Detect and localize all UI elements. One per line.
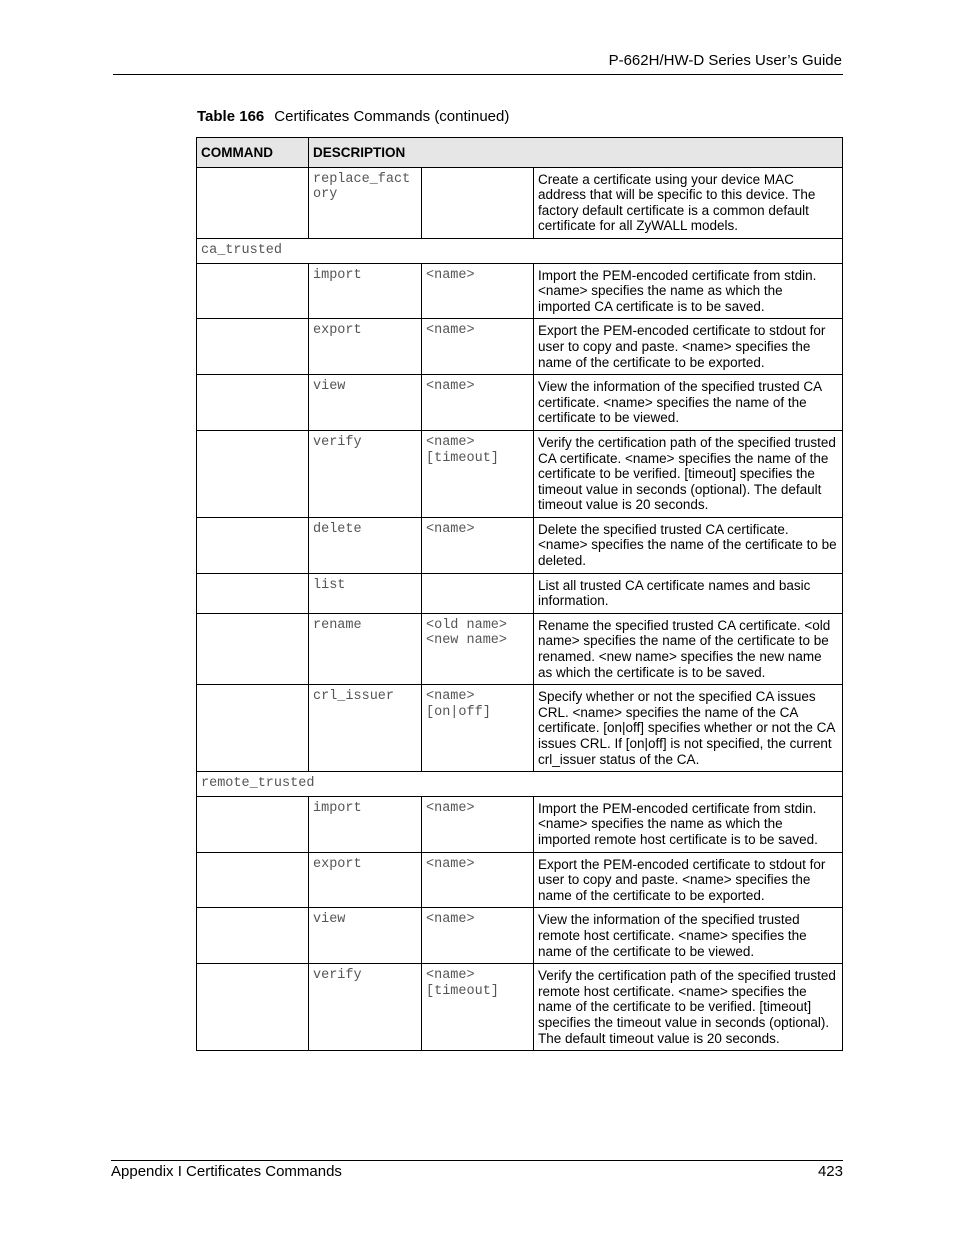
group-command: ca_trusted [197,238,843,263]
description-cell: List all trusted CA certificate names and basic information. [534,573,843,613]
description-column-header: DESCRIPTION [309,138,843,168]
description-cell: View the information of the specified trusted CA certificate. <name> specifies the name of the certificate to be viewed. [534,375,843,431]
command-cell [197,573,309,613]
description-cell: Create a certificate using your device MAC address that will be specific to this device. The factory default certificate is a common default certificate for all ZyWALL models. [534,167,843,238]
footer-section: Appendix I Certificates Commands [111,1163,342,1180]
description-cell: Verify the certification path of the specified trusted CA certificate. <name> specifies the name of the certificate to be verified. [timeout] specifies the timeout value in seconds (optional). The default timeout value is 20 seconds. [534,430,843,517]
table-row [197,796,843,852]
arguments-cell [422,573,534,613]
subcommand-cell: verify [309,964,422,1051]
subcommand-cell: verify [309,430,422,517]
description-cell: View the information of the specified trusted remote host certificate. <name> specifies the name of the certificate to be viewed. [534,908,843,964]
command-cell [197,964,309,1051]
description-cell: Export the PEM-encoded certificate to stdout for user to copy and paste. <name> specifies the name of the certificate to be exported. [534,852,843,908]
arguments-cell: <name> [timeout] [422,964,534,1051]
group-command: remote_trusted [197,772,843,797]
subcommand-cell: rename [309,613,422,684]
table-row [197,964,843,1051]
page-header [113,50,843,75]
subcommand-cell: import [309,796,422,852]
description-cell: Import the PEM-encoded certificate from stdin. <name> specifies the name as which the imported CA certificate is to be saved. [534,263,843,319]
subcommand-cell: export [309,852,422,908]
command-cell [197,796,309,852]
arguments-cell: <name> [422,263,534,319]
arguments-cell [422,167,534,238]
table-row [197,685,843,772]
subcommand-cell: crl_issuer [309,685,422,772]
description-cell: Import the PEM-encoded certificate from stdin. <name> specifies the name as which the imported remote host certificate is to be saved. [534,796,843,852]
page-number: 423 [817,1163,843,1180]
table-row [197,908,843,964]
table-group-row [197,238,843,263]
subcommand-cell: list [309,573,422,613]
table-row [197,319,843,375]
arguments-cell: <name> [422,517,534,573]
command-cell [197,685,309,772]
commands-table [196,137,843,1051]
command-cell [197,517,309,573]
command-cell [197,263,309,319]
table-number: Table 166 [197,108,265,125]
subcommand-cell: view [309,908,422,964]
description-cell: Delete the specified trusted CA certificate. <name> specifies the name of the certificate to be deleted. [534,517,843,573]
arguments-cell: <name> [422,375,534,431]
subcommand-cell: replace_fact ory [309,167,422,238]
description-cell: Rename the specified trusted CA certificate. <old name> specifies the name of the certificate to be renamed. <new name> specifies the new name as which the certificate is to be saved. [534,613,843,684]
guide-title: P-662H/HW-D Series User’s Guide [608,52,842,69]
subcommand-cell: view [309,375,422,431]
arguments-cell: <old name> <new name> [422,613,534,684]
command-cell [197,908,309,964]
arguments-cell: <name> [on|off] [422,685,534,772]
command-cell [197,319,309,375]
table-row [197,430,843,517]
table-row [197,613,843,684]
arguments-cell: <name> [422,852,534,908]
command-cell [197,852,309,908]
table-row [197,517,843,573]
arguments-cell: <name> [422,319,534,375]
arguments-cell: <name> [422,908,534,964]
table-row [197,167,843,238]
subcommand-cell: export [309,319,422,375]
page-footer [111,1160,843,1185]
description-cell: Specify whether or not the specified CA issues CRL. <name> specifies the name of the CA certificate. [on|off] specifies whether or not the CA issues CRL. If [on|off] is not specified, the current crl_issuer status of the CA. [534,685,843,772]
table-header-row [197,138,843,168]
table-title: Certificates Commands (continued) [274,108,510,125]
subcommand-cell: delete [309,517,422,573]
command-cell [197,613,309,684]
arguments-cell: <name> [timeout] [422,430,534,517]
command-column-header: COMMAND [197,138,309,168]
description-cell: Export the PEM-encoded certificate to stdout for user to copy and paste. <name> specifies the name of the certificate to be exported. [534,319,843,375]
command-cell [197,375,309,431]
subcommand-cell: import [309,263,422,319]
table-row [197,852,843,908]
table-row [197,375,843,431]
table-group-row [197,772,843,797]
table-row [197,263,843,319]
description-cell: Verify the certification path of the specified trusted remote host certificate. <name> specifies the name of the certificate to be verified. [timeout] specifies the timeout value in seconds (optional). The default timeout value is 20 seconds. [534,964,843,1051]
command-cell [197,167,309,238]
table-row [197,573,843,613]
table-body [197,167,843,1051]
command-cell [197,430,309,517]
table-caption [197,108,509,125]
arguments-cell: <name> [422,796,534,852]
